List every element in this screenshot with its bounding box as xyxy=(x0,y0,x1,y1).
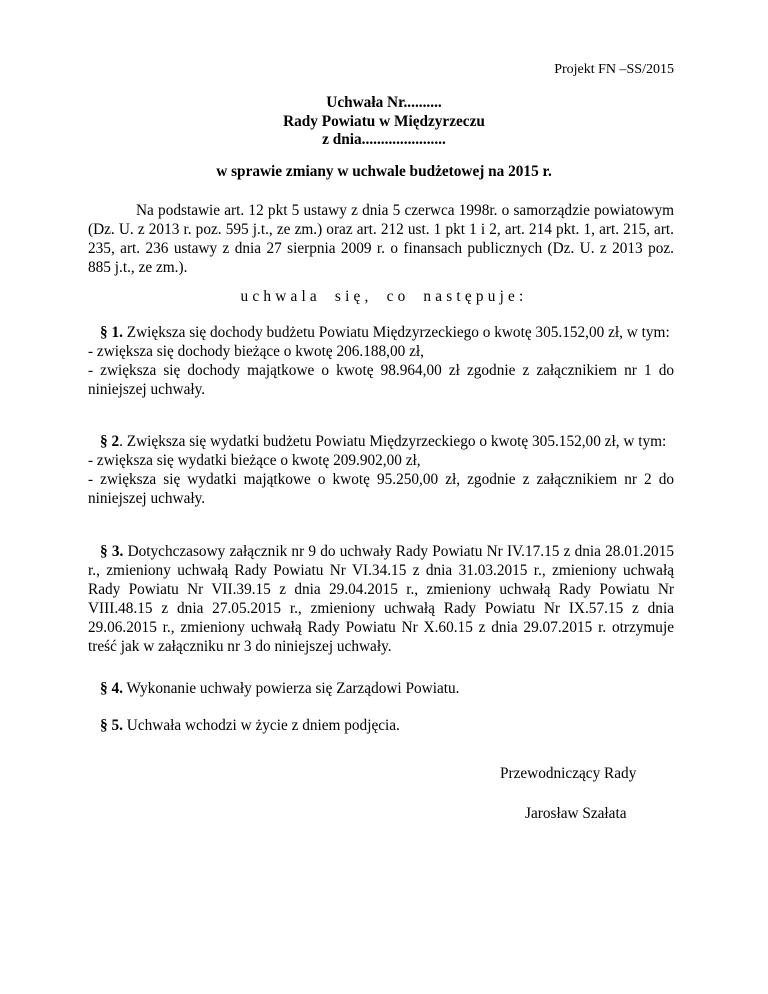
section-1-label: § 1. xyxy=(100,324,123,341)
section-3-text xyxy=(88,542,674,656)
section-5 xyxy=(88,716,674,735)
legal-basis-paragraph xyxy=(88,201,674,277)
section-5-label: § 5. xyxy=(100,717,123,734)
resolution-date: z dnia...................... xyxy=(322,131,446,148)
section-3 xyxy=(88,542,674,656)
project-reference: Projekt FN –SS/2015 xyxy=(554,62,674,77)
section-3-body: Dotychczasowy załącznik nr 9 do uchwały Rady Powiatu Nr IV.17.15 z dnia 28.01.2015 r., zmieniony uchwałą Rady Powiatu Nr VI.34.15 z dnia 31.03.2015 r., zmieniony uchwałą Rady Powiatu Nr VII.39.15 z dnia 29.04.2015 r., zmieniony uchwałą Rady Powiatu Nr VIII.48.15 z dnia 27.05.2015 r., zmieniony uchwałą Rady Powiatu Nr IX.57.15 z dnia 29.06.2015 r., zmieniony uchwałą Rady Powiatu Nr X.60.15 z dnia 29.07.2015 r. otrzymuje treść jak w załączniku nr 3 do niniejszej uchwały. xyxy=(88,543,674,655)
signature-block xyxy=(500,764,700,823)
council-name: Rady Powiatu w Międzyrzeczu xyxy=(283,112,485,130)
section-5-body: Uchwała wchodzi w życie z dniem podjęcia. xyxy=(126,717,400,734)
section-4-body: Wykonanie uchwały powierza się Zarządowi Powiatu. xyxy=(126,680,460,697)
section-2-body: . Zwiększa się wydatki budżetu Powiatu Międzyrzeckiego o kwotę 305.152,00 zł, w tym: xyxy=(119,433,667,450)
section-1-text xyxy=(88,323,674,342)
resolution-subject: w sprawie zmiany w uchwale budżetowej na 2015 r. xyxy=(216,163,552,180)
section-3-label: § 3. xyxy=(100,543,124,560)
preamble-text: Na podstawie art. 12 pkt 5 ustawy z dnia 5 czerwca 1998r. o samorządzie powiatowym (Dz. U. z 2013 r. poz. 595 j.t., ze zm.) oraz art. 212 ust. 1 pkt 1 i 2, art. 214 pkt. 1, art. 215, art. 235, art. 236 ustawy z dnia 27 sierpnia 2009 r. o finansach publicznych (Dz. U. z 2013 poz. 885 j.t., ze zm.). xyxy=(88,202,674,276)
section-5-text xyxy=(88,716,674,735)
resolution-heading xyxy=(0,94,768,150)
section-4-text xyxy=(88,679,674,698)
resolution-number: Uchwała Nr.......... xyxy=(326,94,442,111)
section-1-item-1: - zwiększa się dochody bieżące o kwotę 206.188,00 zł, xyxy=(88,343,424,360)
section-2-text xyxy=(88,432,674,451)
signatory-name: Jarosław Szałata xyxy=(525,805,627,822)
section-4 xyxy=(88,679,674,698)
section-2-label: § 2 xyxy=(100,433,120,450)
section-2-item-2: - zwiększa się wydatki majątkowe o kwotę 95.250,00 zł, zgodnie z załącznikiem nr 2 do niniejszej uchwały. xyxy=(88,471,674,507)
section-1-item-2: - zwiększa się dochody majątkowe o kwotę 98.964,00 zł zgodnie z załącznikiem nr 1 do niniejszej uchwały. xyxy=(88,362,674,398)
resolve-phrase: uchwala się, co następuje: xyxy=(240,288,528,305)
signatory-role: Przewodniczący Rady xyxy=(500,765,637,782)
section-2 xyxy=(88,432,674,508)
section-1 xyxy=(88,323,674,399)
section-1-body: Zwiększa się dochody budżetu Powiatu Międzyrzeckiego o kwotę 305.152,00 zł, w tym: xyxy=(126,324,670,341)
section-4-label: § 4. xyxy=(100,680,123,697)
section-2-item-1: - zwiększa się wydatki bieżące o kwotę 209.902,00 zł, xyxy=(88,452,421,469)
